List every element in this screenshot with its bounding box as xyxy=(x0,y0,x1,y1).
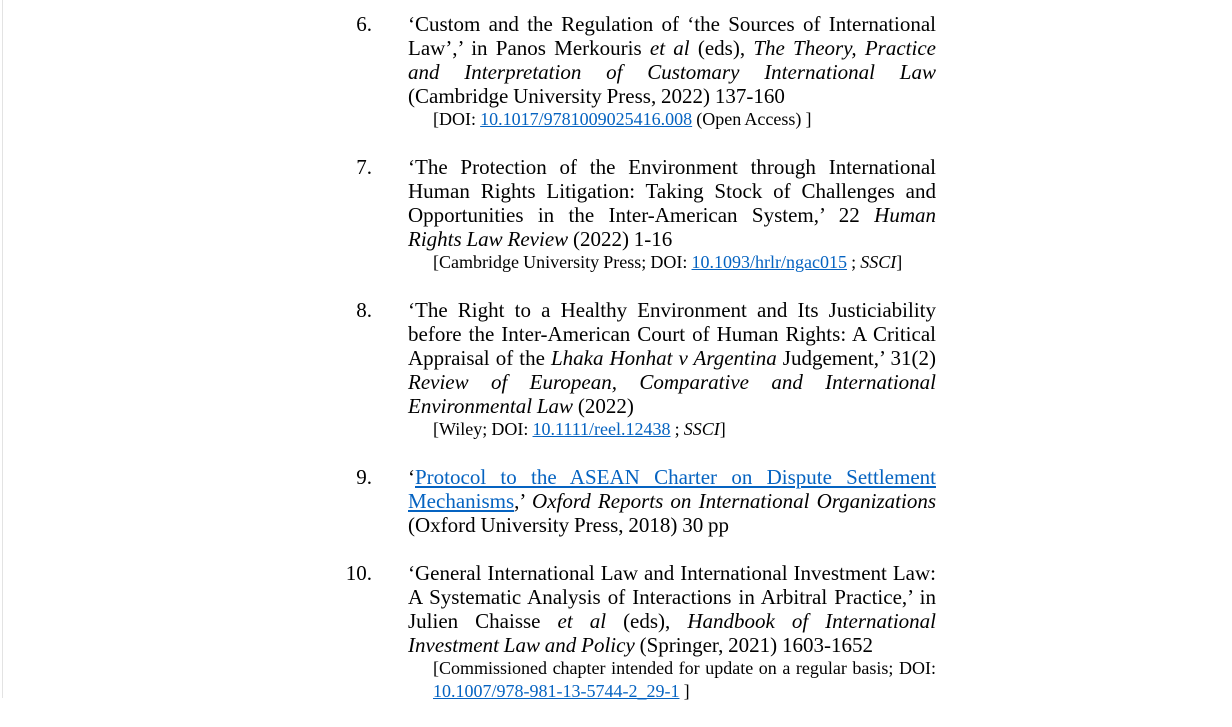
entry-content xyxy=(408,465,936,537)
entry-citation xyxy=(408,561,936,657)
citation-text: Judgement,’ 31(2) xyxy=(776,346,936,370)
citation-text: ‘General International Law and International Investment Law: A Systematic Analysis of Interactions in Arbitral Practice,’ in Julien Chaisse xyxy=(408,561,936,633)
publication-list xyxy=(330,12,936,727)
article-link[interactable]: Protocol to the ASEAN Charter on Dispute Settlement Mechanisms xyxy=(408,465,936,513)
italic-text: SSCI xyxy=(860,252,897,272)
entry-note xyxy=(433,657,936,703)
entry-citation xyxy=(408,465,936,537)
publication-entry xyxy=(330,155,936,274)
publication-entry xyxy=(330,561,936,703)
italic-text: SSCI xyxy=(683,419,720,439)
publication-entry xyxy=(330,465,936,537)
page-left-edge xyxy=(2,0,3,698)
italic-text: Human Rights Law Review xyxy=(408,203,936,251)
entry-note xyxy=(433,108,936,131)
entry-number: 9. xyxy=(356,465,372,489)
entry-content xyxy=(408,561,936,703)
citation-text: ‘Custom and the Regulation of ‘the Sources of International Law’,’ in Panos Merkouris xyxy=(408,12,936,60)
italic-text: et al xyxy=(557,609,607,633)
citation-text: ‘The Right to a Healthy Environment and Its Justiciability before the Inter-American Court of Human Rights: A Critical Appraisal of the xyxy=(408,298,936,370)
citation-text: (2022) 1-16 xyxy=(568,227,673,251)
italic-text: Review of European, Comparative and International Environmental Law xyxy=(408,370,936,418)
entry-note xyxy=(433,251,936,274)
citation-text: [Commissioned chapter intended for update on a regular basis; DOI: xyxy=(433,658,936,678)
publication-entry xyxy=(330,298,936,441)
citation-text: [Cambridge University Press; DOI: xyxy=(433,252,692,272)
citation-text: (Cambridge University Press, 2022) 137-160 xyxy=(408,84,785,108)
citation-text: ; xyxy=(847,252,861,272)
citation-text: (eds), xyxy=(606,609,688,633)
entry-citation xyxy=(408,12,936,108)
citation-text: [DOI: xyxy=(433,109,481,129)
citation-text: ‘The Protection of the Environment through International Human Rights Litigation: Taking Stock of Challenges and Opportunities in the Inter-American System,’ 22 xyxy=(408,155,936,227)
citation-text: ] xyxy=(896,252,903,272)
entry-citation xyxy=(408,155,936,251)
entry-number: 7. xyxy=(356,155,372,179)
entry-number: 6. xyxy=(356,12,372,36)
citation-text: [Wiley; DOI: xyxy=(433,419,533,439)
doi-link[interactable]: 10.1111/reel.12438 xyxy=(532,419,671,439)
citation-text: ,’ xyxy=(514,489,533,513)
entry-citation xyxy=(408,298,936,418)
citation-text: ] xyxy=(719,419,726,439)
doi-link[interactable]: 10.1007/978-981-13-5744-2_29-1 xyxy=(433,681,680,701)
entry-note xyxy=(433,418,936,441)
citation-text: (eds), xyxy=(689,36,754,60)
entry-number: 10. xyxy=(345,561,372,585)
citation-text: ‘ xyxy=(408,465,415,489)
italic-text: Oxford Reports on International Organizations xyxy=(532,489,937,513)
italic-text: et al xyxy=(649,36,690,60)
citation-text: (Oxford University Press, 2018) 30 pp xyxy=(408,513,730,537)
doi-link[interactable]: 10.1093/hrlr/ngac015 xyxy=(691,252,848,272)
citation-text: ; xyxy=(670,419,684,439)
citation-text: (Springer, 2021) 1603-1652 xyxy=(634,633,873,657)
doi-link[interactable]: 10.1017/9781009025416.008 xyxy=(480,109,693,129)
entry-content xyxy=(408,155,936,274)
entry-content xyxy=(408,298,936,441)
italic-text: The Theory, Practice and Interpretation of Customary International Law xyxy=(408,36,936,84)
italic-text: Lhaka Honhat v Argentina xyxy=(550,346,777,370)
citation-text: ] xyxy=(679,681,690,701)
italic-text: Handbook of International Investment Law and Policy xyxy=(408,609,936,657)
citation-text: (2022) xyxy=(573,394,634,418)
citation-text: (Open Access) ] xyxy=(692,109,812,129)
entry-number: 8. xyxy=(356,298,372,322)
publication-entry xyxy=(330,12,936,131)
entry-content xyxy=(408,12,936,131)
